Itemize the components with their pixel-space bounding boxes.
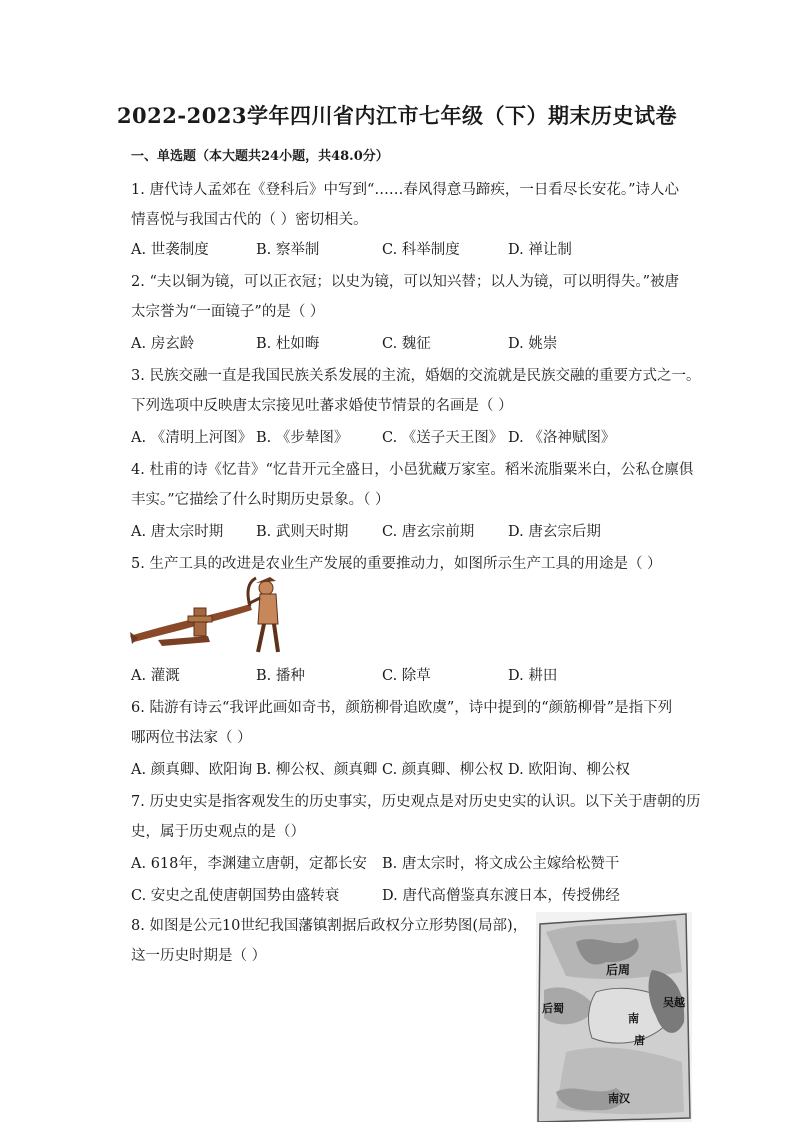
question-6-line-1: 6. 陆游有诗云“我评此画如奇书，颜筋柳骨追欧虞”，诗中提到的“颜筋柳骨”是指下列 xyxy=(131,700,673,716)
question-7-line-2: 史，属于历史观点的是（） xyxy=(131,824,305,840)
question-2-option-c[interactable]: C. 魏征 xyxy=(382,336,431,352)
tenth-century-regimes-map xyxy=(536,912,692,1122)
question-1-option-a[interactable]: A. 世袭制度 xyxy=(131,242,209,258)
plowing-farmer-illustration xyxy=(128,574,298,656)
question-3-option-b[interactable]: B. 《步辇图》 xyxy=(256,430,349,446)
question-3-line-1: 3. 民族交融一直是我国民族关系发展的主流，婚姻的交流就是民族交融的重要方式之一。 xyxy=(131,368,701,384)
question-7-line-1: 7. 历史史实是指客观发生的历史事实，历史观点是对历史史实的认识。以下关于唐朝的历 xyxy=(131,794,701,810)
question-4-line-2: 丰实。”它描绘了什么时期历史景象。（ ） xyxy=(131,492,390,508)
question-7-option-c[interactable]: C. 安史之乱使唐朝国势由盛转衰 xyxy=(131,888,340,904)
map-label-wu-yue: 吴越 xyxy=(663,996,685,1009)
question-7-option-a[interactable]: A. 618年，李渊建立唐朝，定都长安 xyxy=(131,856,367,872)
question-6-option-d[interactable]: D. 欧阳询、柳公权 xyxy=(508,762,630,778)
map-label-hou-shu: 后蜀 xyxy=(542,1002,564,1015)
question-5-option-b[interactable]: B. 播种 xyxy=(256,668,305,684)
question-7-option-d[interactable]: D. 唐代高僧鉴真东渡日本，传授佛经 xyxy=(382,888,620,904)
question-6-line-2: 哪两位书法家（ ） xyxy=(131,730,252,746)
question-2-option-b[interactable]: B. 杜如晦 xyxy=(256,336,320,352)
question-1-line-2: 情喜悦与我国古代的（ ）密切相关。 xyxy=(131,212,368,228)
question-1-option-c[interactable]: C. 科举制度 xyxy=(382,242,460,258)
question-5-option-c[interactable]: C. 除草 xyxy=(382,668,431,684)
question-3-line-2: 下列选项中反映唐太宗接见吐蕃求婚使节情景的名画是（ ） xyxy=(131,398,513,414)
question-7-option-b[interactable]: B. 唐太宗时，将文成公主嫁给松赞干 xyxy=(382,856,620,872)
question-4-option-b[interactable]: B. 武则天时期 xyxy=(256,524,349,540)
question-6-option-a[interactable]: A. 颜真卿、欧阳询 xyxy=(131,762,253,778)
question-2-option-d[interactable]: D. 姚崇 xyxy=(508,336,558,352)
map-label-tang: 唐 xyxy=(634,1034,645,1047)
exam-title: 2022-2023学年四川省内江市七年级（下）期末历史试卷 xyxy=(116,103,678,128)
question-1-line-1: 1. 唐代诗人孟郊在《登科后》中写到“……春风得意马蹄疾，一日看尽长安花。”诗人心 xyxy=(131,182,680,198)
question-3-option-a[interactable]: A. 《清明上河图》 xyxy=(131,430,253,446)
question-4-option-d[interactable]: D. 唐玄宗后期 xyxy=(508,524,601,540)
question-6-option-b[interactable]: B. 柳公权、颜真卿 xyxy=(256,762,378,778)
question-8-line-1: 8. 如图是公元10世纪我国藩镇割据后政权分立形势图(局部)， xyxy=(131,918,528,934)
question-5-option-a[interactable]: A. 灌溉 xyxy=(131,668,180,684)
question-4-line-1: 4. 杜甫的诗《忆昔》“忆昔开元全盛日，小邑犹藏万家室。稻米流脂粟米白，公私仓廪俱 xyxy=(131,462,694,478)
question-8-line-2: 这一历史时期是（ ） xyxy=(131,948,267,964)
question-5-line-1: 5. 生产工具的改进是农业生产发展的重要推动力，如图所示生产工具的用途是（ ） xyxy=(131,556,662,572)
question-2-option-a[interactable]: A. 房玄龄 xyxy=(131,336,195,352)
question-3-option-d[interactable]: D. 《洛神赋图》 xyxy=(508,430,616,446)
section-heading: 一、单选题（本大题共24小题，共48.0分） xyxy=(131,149,389,164)
question-5-option-d[interactable]: D. 耕田 xyxy=(508,668,558,684)
question-2-line-1: 2. “夫以铜为镜，可以正衣冠；以史为镜，可以知兴替；以人为镜，可以明得失。”被唐 xyxy=(131,274,680,290)
map-label-nan: 南 xyxy=(628,1012,639,1025)
question-1-option-d[interactable]: D. 禅让制 xyxy=(508,242,572,258)
map-label-hou-zhou: 后周 xyxy=(606,963,631,977)
question-2-line-2: 太宗誉为“一面镜子”的是（ ） xyxy=(131,304,325,320)
map-label-nan-han: 南汉 xyxy=(608,1092,630,1105)
question-4-option-a[interactable]: A. 唐太宗时期 xyxy=(131,524,224,540)
question-1-option-b[interactable]: B. 察举制 xyxy=(256,242,320,258)
question-3-option-c[interactable]: C. 《送子天王图》 xyxy=(382,430,504,446)
question-6-option-c[interactable]: C. 颜真卿、柳公权 xyxy=(382,762,504,778)
question-4-option-c[interactable]: C. 唐玄宗前期 xyxy=(382,524,475,540)
